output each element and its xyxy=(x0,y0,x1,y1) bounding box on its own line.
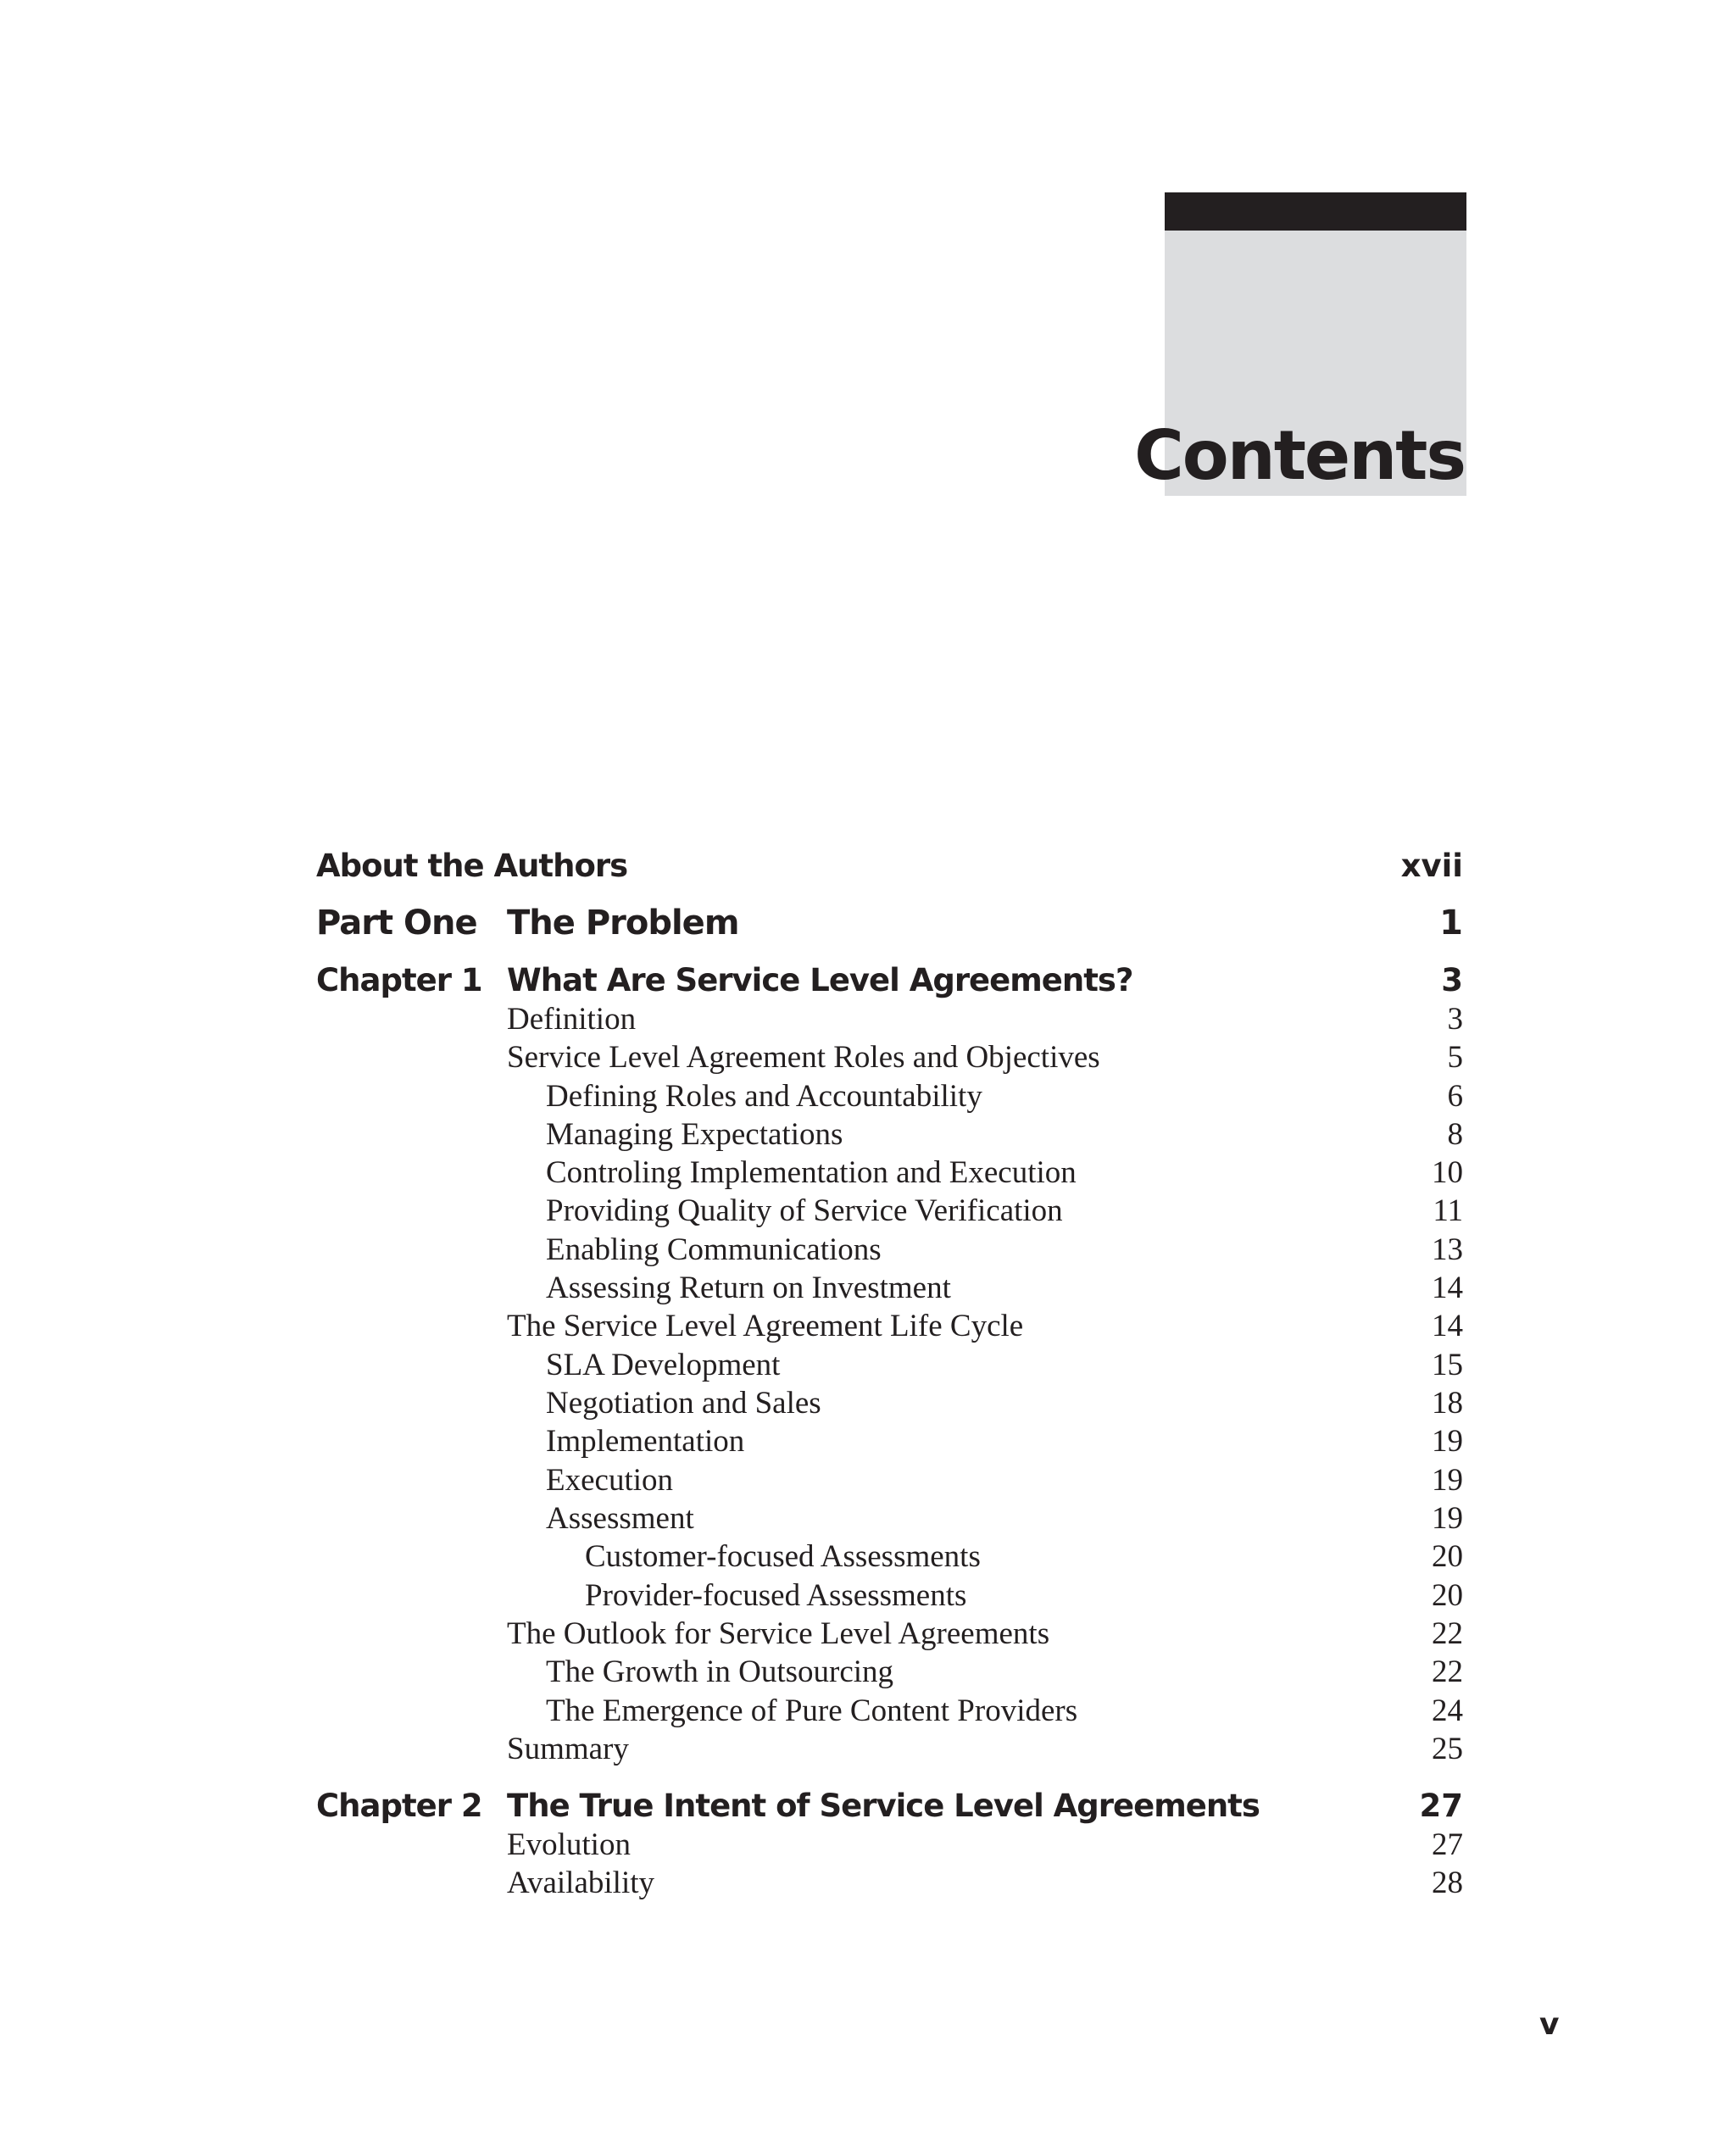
toc-entry xyxy=(316,1461,1463,1500)
toc-chapter-title: What Are Service Level Agreements? xyxy=(507,962,1133,998)
toc-entry-page: 19 xyxy=(1432,1501,1463,1536)
toc-entry-title: Controling Implementation and Execution xyxy=(546,1155,1077,1190)
toc-entry xyxy=(316,1577,1463,1615)
page-title: Contents xyxy=(1134,416,1465,495)
toc-entry-page: 19 xyxy=(1432,1463,1463,1498)
toc-entry xyxy=(316,1864,1463,1903)
toc-entry-title: SLA Development xyxy=(546,1348,781,1382)
toc-entry-page: 15 xyxy=(1432,1348,1463,1382)
toc-entry-title: Provider-focused Assessments xyxy=(585,1578,967,1613)
toc-chapter-title: The True Intent of Service Level Agreements xyxy=(507,1788,1260,1824)
toc-about-page: xvii xyxy=(1400,848,1463,884)
toc-about-row xyxy=(316,847,1463,886)
toc-entry-page: 14 xyxy=(1432,1271,1463,1305)
toc-entry-page: 27 xyxy=(1432,1827,1463,1862)
toc-entry xyxy=(316,1346,1463,1385)
toc-entry xyxy=(316,1499,1463,1538)
toc-entry xyxy=(316,1077,1463,1116)
toc-entry-title: The Growth in Outsourcing xyxy=(546,1654,894,1689)
toc-entry-page: 25 xyxy=(1432,1732,1463,1766)
toc-entry-title: Negotiation and Sales xyxy=(546,1386,821,1421)
toc-entry-title: Assessment xyxy=(546,1501,694,1536)
toc-entry-page: 20 xyxy=(1432,1578,1463,1613)
toc-entry-page: 8 xyxy=(1447,1117,1463,1152)
toc-part-label: Part One xyxy=(316,904,477,943)
toc-entry xyxy=(316,1826,1463,1865)
toc-chapter-label: Chapter 1 xyxy=(316,962,482,998)
toc-chapter-page: 3 xyxy=(1441,962,1463,998)
toc-entry-page: 10 xyxy=(1432,1155,1463,1190)
toc-entry-title: Evolution xyxy=(507,1827,631,1862)
toc-entry xyxy=(316,1730,1463,1769)
toc-entry-title: Providing Quality of Service Verification xyxy=(546,1193,1063,1228)
toc-entry-page: 3 xyxy=(1447,1002,1463,1037)
toc-entry xyxy=(316,1038,1463,1077)
toc-entry-title: Availability xyxy=(507,1866,654,1900)
toc-entry-title: The Service Level Agreement Life Cycle xyxy=(507,1309,1024,1343)
toc-entry-page: 5 xyxy=(1447,1040,1463,1075)
toc-part-page: 1 xyxy=(1439,904,1463,943)
toc-entry-page: 22 xyxy=(1432,1616,1463,1651)
toc-entry-page: 13 xyxy=(1432,1232,1463,1267)
toc-entry-title: The Outlook for Service Level Agreements xyxy=(507,1616,1050,1651)
toc-entry xyxy=(316,1269,1463,1308)
toc-entry-title: Assessing Return on Investment xyxy=(546,1271,951,1305)
toc-entry xyxy=(316,1692,1463,1731)
table-of-contents xyxy=(316,0,1463,2141)
toc-entry-title: Definition xyxy=(507,1002,637,1037)
toc-part-row xyxy=(316,904,1463,943)
toc-entry-page: 18 xyxy=(1432,1386,1463,1421)
toc-entry xyxy=(316,1384,1463,1423)
toc-entry-title: Enabling Communications xyxy=(546,1232,882,1267)
toc-entry-title: Summary xyxy=(507,1732,629,1766)
toc-chapter-row xyxy=(316,1787,1463,1826)
toc-part-title: The Problem xyxy=(507,904,739,943)
toc-entry xyxy=(316,1422,1463,1461)
toc-entry-title: Service Level Agreement Roles and Objectives xyxy=(507,1040,1100,1075)
toc-entry-page: 6 xyxy=(1447,1079,1463,1114)
toc-entry-title: Execution xyxy=(546,1463,674,1498)
toc-entry xyxy=(316,1615,1463,1654)
toc-entry-page: 14 xyxy=(1432,1309,1463,1343)
toc-entry-title: Managing Expectations xyxy=(546,1117,843,1152)
toc-entry xyxy=(316,1653,1463,1692)
toc-entry-page: 24 xyxy=(1432,1693,1463,1728)
toc-entry-title: Customer-focused Assessments xyxy=(585,1539,981,1574)
toc-entry-page: 28 xyxy=(1432,1866,1463,1900)
toc-entry-page: 19 xyxy=(1432,1424,1463,1459)
toc-entry xyxy=(316,1115,1463,1154)
toc-entry-page: 20 xyxy=(1432,1539,1463,1574)
toc-entry xyxy=(316,1307,1463,1346)
toc-entry-title: Defining Roles and Accountability xyxy=(546,1079,982,1114)
toc-entry xyxy=(316,1231,1463,1270)
toc-entry-title: Implementation xyxy=(546,1424,745,1459)
toc-chapter-row xyxy=(316,961,1463,1000)
toc-entry-title: The Emergence of Pure Content Providers xyxy=(546,1693,1078,1728)
toc-chapter-label: Chapter 2 xyxy=(316,1788,482,1824)
toc-entry-page: 22 xyxy=(1432,1654,1463,1689)
toc-entry xyxy=(316,1192,1463,1231)
toc-entry xyxy=(316,1154,1463,1193)
toc-entry-page: 11 xyxy=(1433,1193,1463,1228)
page-number: v xyxy=(1539,2007,1560,2042)
toc-entry xyxy=(316,1538,1463,1577)
toc-entry xyxy=(316,1000,1463,1039)
toc-chapter-page: 27 xyxy=(1419,1788,1463,1824)
toc-about-title: About the Authors xyxy=(316,848,628,884)
